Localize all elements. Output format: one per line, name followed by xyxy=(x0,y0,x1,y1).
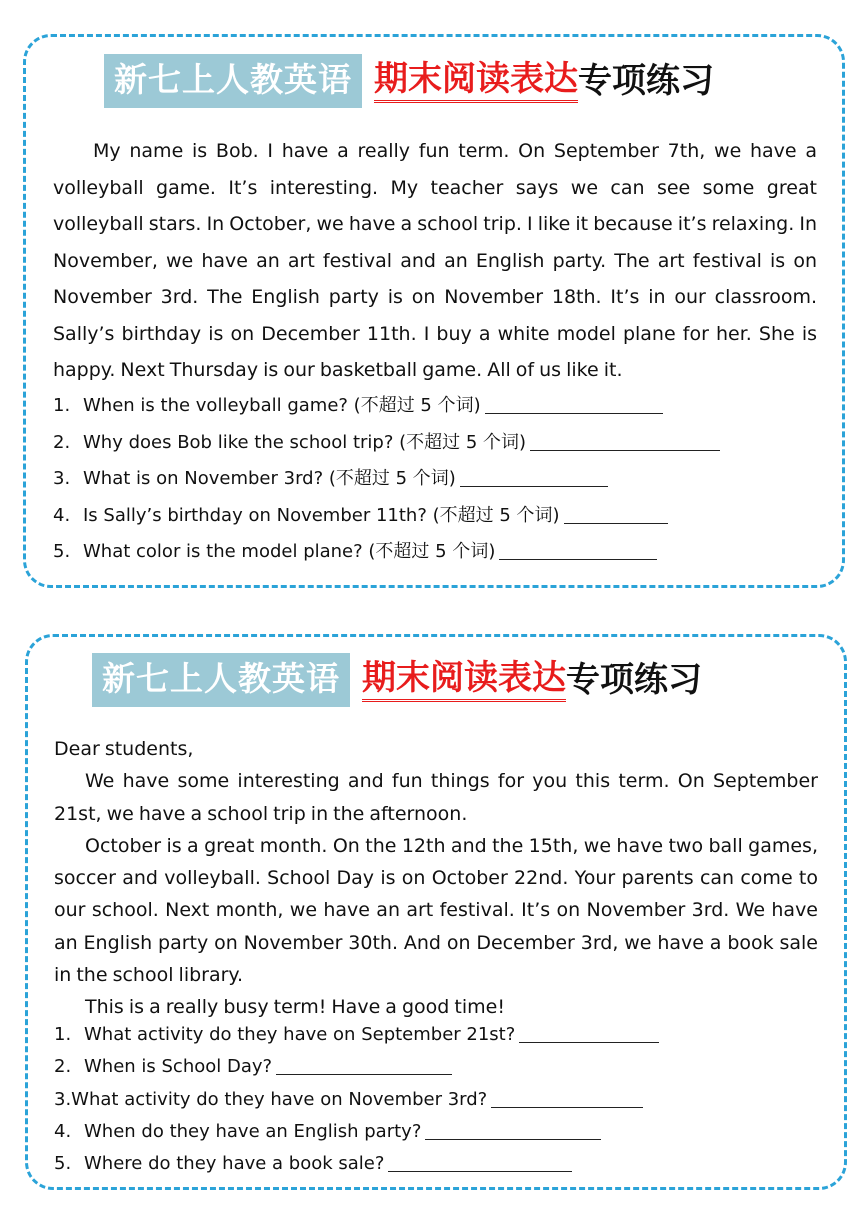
title-badge: 新七上人教英语 xyxy=(92,653,350,707)
answer-blank[interactable] xyxy=(499,558,657,560)
question-item xyxy=(53,498,720,535)
answer-blank[interactable] xyxy=(519,1041,659,1043)
answer-blank[interactable] xyxy=(460,485,608,487)
question-text: Why does Bob like the school trip? (不超过 5 个词) xyxy=(83,431,527,453)
question-text: Is Sally’s birthday on November 11th? (不超过 5 个词) xyxy=(83,504,560,526)
answer-blank[interactable] xyxy=(485,412,663,414)
letter-greeting: Dear students, xyxy=(54,738,194,760)
exercise-card-2 xyxy=(25,634,847,1190)
letter-paragraph: We have some interesting and fun things for you this term. On September 21st, we have a school trip in the afternoon. xyxy=(54,770,818,825)
question-number: 3. xyxy=(53,468,71,489)
answer-blank[interactable] xyxy=(276,1073,452,1075)
answer-blank[interactable] xyxy=(530,449,720,451)
question-number: 4. xyxy=(54,1120,72,1142)
question-text: What activity do they have on September 21st? xyxy=(84,1024,516,1045)
title-black-text: 专项练习 xyxy=(578,61,714,101)
question-text: 3.What activity do they have on November 3rd? xyxy=(54,1088,488,1110)
worksheet-title xyxy=(92,653,702,707)
question-item xyxy=(54,1084,659,1116)
title-red-text: 期末阅读表达 xyxy=(362,658,566,702)
question-text: Where do they have a book sale? xyxy=(84,1153,385,1175)
letter-paragraph: This is a really busy term! Have a good time! xyxy=(85,996,505,1019)
question-text: What is on November 3rd? (不超过 5 个词) xyxy=(83,468,456,489)
question-number: 2. xyxy=(53,431,71,453)
letter-paragraph: October is a great month. On the 12th and the 15th, we have two ball games, soccer and volleyball. School Day is on October 22nd. Your parents can come to our school. Next month, we have an art festival. It’s on November 3rd. We have an English party on November 30th. And on December 3rd, we have a book sale in the school library. xyxy=(54,834,818,987)
exercise-card-1 xyxy=(23,34,845,588)
question-text: When do they have an English party? xyxy=(84,1120,422,1142)
answer-blank[interactable] xyxy=(388,1170,572,1172)
question-number: 2. xyxy=(54,1056,72,1078)
question-item xyxy=(53,461,720,498)
answer-blank[interactable] xyxy=(491,1106,643,1108)
answer-blank[interactable] xyxy=(425,1138,601,1140)
answer-blank[interactable] xyxy=(564,522,668,524)
question-list xyxy=(54,1019,659,1180)
question-item xyxy=(54,1148,659,1180)
question-number: 1. xyxy=(53,395,71,416)
question-number: 5. xyxy=(54,1153,72,1175)
question-item xyxy=(54,1051,659,1083)
question-number: 1. xyxy=(54,1024,72,1045)
question-item xyxy=(54,1019,659,1051)
question-number: 4. xyxy=(53,504,71,526)
question-text: When is the volleyball game? (不超过 5 个词) xyxy=(83,395,481,416)
question-item xyxy=(53,425,720,462)
question-item xyxy=(53,534,720,571)
question-item xyxy=(54,1116,659,1148)
question-text: What color is the model plane? (不超过 5 个词) xyxy=(83,541,496,562)
title-red-text: 期末阅读表达 xyxy=(374,59,578,103)
question-number: 5. xyxy=(53,541,71,562)
reading-passage: My name is Bob. I have a really fun term. On September 7th, we have a volleyball game. It’s interesting. My teacher says we can see some great volleyball stars. In October, we have a school trip. I like it because it’s relaxing. In November, we have an art festival and an English party. The art festival is on November 3rd. The English party is on November 18th. It’s in our classroom. Sally’s birthday is on December 11th. I buy a white model plane for her. She is happy. Next Thursday is our basketball game. All of us like it. xyxy=(53,140,817,381)
title-badge: 新七上人教英语 xyxy=(104,54,362,108)
question-text: When is School Day? xyxy=(84,1056,273,1078)
question-list xyxy=(53,388,720,571)
question-item xyxy=(53,388,720,425)
title-black-text: 专项练习 xyxy=(566,660,702,700)
letter-passage xyxy=(54,733,818,1024)
worksheet-title xyxy=(104,54,714,108)
